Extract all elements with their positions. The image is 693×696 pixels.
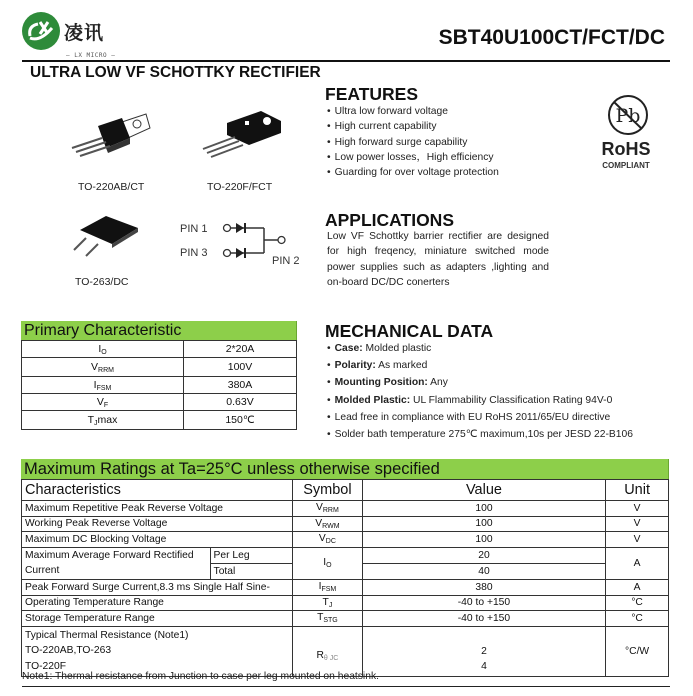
header-symbol: Symbol bbox=[293, 480, 363, 501]
table-row bbox=[22, 626, 669, 676]
value-cell: 40 bbox=[362, 563, 605, 579]
table-row bbox=[22, 501, 669, 517]
unit-cell: °C/W bbox=[606, 626, 669, 676]
header-value: Value bbox=[362, 480, 605, 501]
char-cell: Working Peak Reverse Voltage bbox=[22, 516, 293, 532]
char-cell: Typical Thermal Resistance (Note1) TO-220AB,TO-263 TO-220F bbox=[22, 626, 293, 676]
mechanical-item: • Case: Molded plastic bbox=[327, 340, 633, 357]
to220f-package-icon bbox=[195, 105, 290, 170]
symbol-cell: $T_J$ bbox=[293, 595, 363, 611]
symbol-cell: $V_{RRM}$ bbox=[293, 501, 363, 517]
table-row bbox=[22, 411, 297, 430]
mechanical-item: • Mounting Position: Any bbox=[327, 374, 633, 391]
package-label-to220f: TO-220F/FCT bbox=[207, 181, 273, 193]
feature-item: • High forward surge capability bbox=[327, 135, 499, 150]
applications-heading: APPLICATIONS bbox=[325, 210, 454, 230]
unit-cell: V bbox=[606, 532, 669, 548]
header-unit: Unit bbox=[606, 480, 669, 501]
unit-cell: V bbox=[606, 501, 669, 517]
value-cell: 2 4 bbox=[362, 626, 605, 676]
table-row bbox=[22, 358, 297, 377]
mechanical-item: • Lead free in compliance with EU RoHS 2011/65/EU directive bbox=[327, 409, 633, 426]
pin2-label: PIN 2 bbox=[272, 255, 300, 267]
mechanical-data-list bbox=[327, 340, 633, 443]
rohs-sublabel: COMPLIANT bbox=[602, 161, 650, 170]
table-row bbox=[22, 579, 669, 595]
symbol-cell: $T_{STG}$ bbox=[293, 611, 363, 627]
unit-cell: V bbox=[606, 516, 669, 532]
logo-mark-icon bbox=[22, 12, 60, 50]
unit-cell: A bbox=[606, 547, 669, 579]
value-cell: -40 to +150 bbox=[362, 595, 605, 611]
value-cell: 150℃ bbox=[184, 411, 297, 430]
table-row bbox=[22, 595, 669, 611]
symbol-cell: $I_{FSM}$ bbox=[293, 579, 363, 595]
company-logo bbox=[22, 12, 132, 58]
table-header-row bbox=[22, 480, 669, 501]
rohs-badge bbox=[593, 93, 663, 178]
value-cell: 100 bbox=[362, 516, 605, 532]
value-cell: 100 bbox=[362, 501, 605, 517]
maximum-ratings-heading: Maximum Ratings at Ta=25°C unless otherwise specified bbox=[21, 459, 669, 479]
param-cell: $V_F$ bbox=[22, 394, 184, 411]
char-cell: Storage Temperature Range bbox=[22, 611, 293, 627]
rohs-label: RoHS bbox=[601, 139, 651, 159]
header-divider bbox=[22, 60, 670, 62]
table-row bbox=[22, 516, 669, 532]
value-cell: 0.63V bbox=[184, 394, 297, 411]
package-label-to220ab: TO-220AB/CT bbox=[78, 181, 145, 193]
lead-free-icon bbox=[595, 93, 661, 139]
value-cell: 100V bbox=[184, 358, 297, 377]
mechanical-data-heading: MECHANICAL DATA bbox=[325, 321, 494, 341]
table-row bbox=[22, 341, 297, 358]
char-cell: Maximum DC Blocking Voltage bbox=[22, 532, 293, 548]
feature-item: • Ultra low forward voltage bbox=[327, 104, 499, 119]
char-cell: Maximum Repetitive Peak Reverse Voltage bbox=[22, 501, 293, 517]
to220ab-package-icon bbox=[62, 108, 157, 168]
symbol-cell: $R_{\theta JC}$ bbox=[293, 626, 363, 676]
mechanical-item: • Polarity: As marked bbox=[327, 357, 633, 374]
symbol-cell: $I_O$ bbox=[293, 547, 363, 579]
svg-text:Pb: Pb bbox=[615, 105, 641, 127]
header-characteristics: Characteristics bbox=[22, 480, 293, 501]
logo-english-text: — LX MICRO — bbox=[66, 52, 116, 59]
feature-item: • High current capability bbox=[327, 119, 499, 134]
feature-item: • Low power losses，High efficiency bbox=[327, 150, 499, 165]
part-number: SBT40U100CT/FCT/DC bbox=[438, 26, 665, 49]
unit-cell: A bbox=[606, 579, 669, 595]
char-cell: Operating Temperature Range bbox=[22, 595, 293, 611]
sub-char-cell: Total bbox=[210, 563, 293, 579]
table-row bbox=[22, 611, 669, 627]
features-heading: FEATURES bbox=[325, 84, 419, 104]
table-row bbox=[22, 377, 297, 394]
to263-package-icon bbox=[72, 210, 142, 260]
value-cell: 380A bbox=[184, 377, 297, 394]
mechanical-item: • Solder bath temperature 275℃ maximum,10s per JESD 22-B106 bbox=[327, 426, 633, 443]
logo-chinese-text: 凌讯 bbox=[64, 22, 105, 44]
param-cell: $T_J\max$ bbox=[22, 411, 184, 430]
footer-divider bbox=[22, 686, 670, 687]
value-cell: -40 to +150 bbox=[362, 611, 605, 627]
table-row bbox=[22, 394, 297, 411]
symbol-cell: $V_{DC}$ bbox=[293, 532, 363, 548]
pin1-label: PIN 1 bbox=[180, 223, 208, 235]
char-cell: Maximum Average Forward Rectified Current bbox=[22, 547, 211, 579]
value-cell: 100 bbox=[362, 532, 605, 548]
table-row bbox=[22, 547, 669, 563]
document-title: ULTRA LOW VF SCHOTTKY RECTIFIER bbox=[30, 64, 321, 81]
param-cell: $I_O$ bbox=[22, 341, 184, 358]
table-row bbox=[22, 532, 669, 548]
pin3-label: PIN 3 bbox=[180, 247, 208, 259]
unit-cell: °C bbox=[606, 611, 669, 627]
sub-char-cell: Per Leg bbox=[210, 547, 293, 563]
primary-characteristic-table bbox=[21, 340, 297, 430]
diode-schematic-icon bbox=[220, 220, 305, 265]
value-cell: 20 bbox=[362, 547, 605, 563]
value-cell: 380 bbox=[362, 579, 605, 595]
value-cell: 2*20A bbox=[184, 341, 297, 358]
char-cell: Peak Forward Surge Current,8.3 ms Single Half Sine- bbox=[22, 579, 293, 595]
applications-text: Low VF Schottky barrier rectifier are designed for high freqency, miniature switched mode power supplies such as adapters ,lighting and on-board DC/DC conerters bbox=[327, 231, 549, 289]
feature-item: • Guarding for over voltage protection bbox=[327, 165, 499, 180]
package-label-to263: TO-263/DC bbox=[75, 276, 129, 288]
param-cell: $V_{RRM}$ bbox=[22, 358, 184, 377]
symbol-cell: $V_{RWM}$ bbox=[293, 516, 363, 532]
footnote: Note1: Thermal resistance from Junction to case per leg mounted on heatsink. bbox=[22, 671, 379, 682]
param-cell: $I_{FSM}$ bbox=[22, 377, 184, 394]
mechanical-item: • Molded Plastic: UL Flammability Classification Rating 94V-0 bbox=[327, 392, 633, 409]
unit-cell: °C bbox=[606, 595, 669, 611]
maximum-ratings-table bbox=[21, 479, 669, 677]
features-list bbox=[327, 104, 499, 180]
primary-characteristic-heading: Primary Characteristic bbox=[21, 321, 297, 340]
